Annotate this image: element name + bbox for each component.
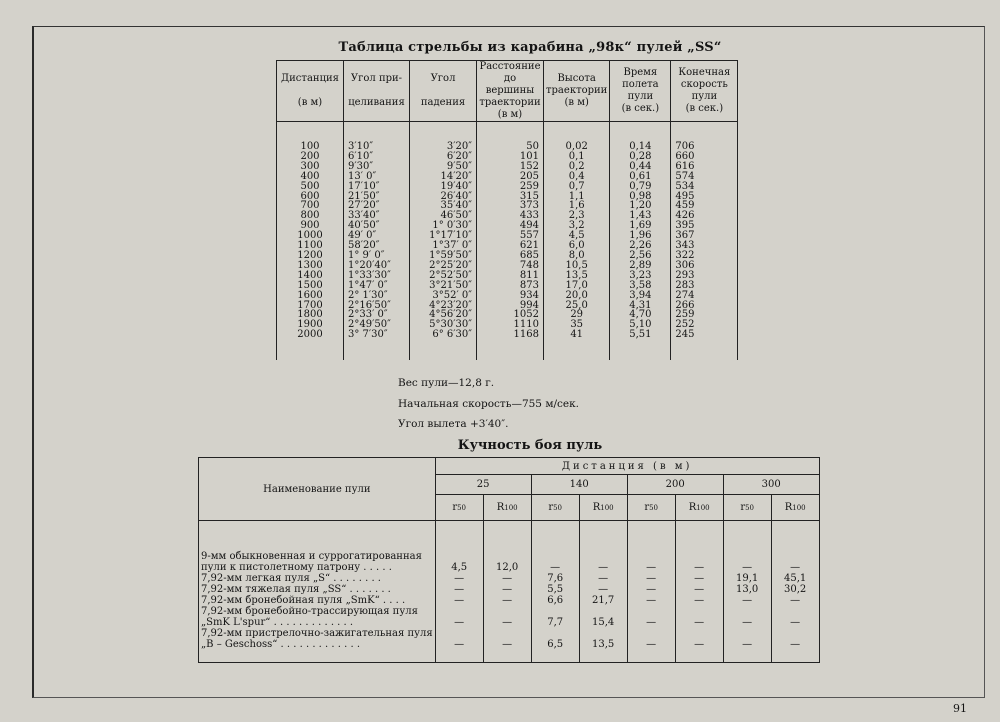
table-cell: 17,0 <box>544 281 610 291</box>
table-cell: 2°49′50″ <box>344 320 410 330</box>
table-cell: 426 <box>671 211 738 221</box>
table-cell: — <box>483 573 531 584</box>
table-cell: 50 <box>477 142 544 152</box>
table-row <box>199 584 820 595</box>
table-cell: — <box>675 617 723 628</box>
table-cell: — <box>435 595 483 606</box>
table-cell: 800 <box>277 211 344 221</box>
header-dist-25: 25 <box>435 475 531 495</box>
table-cell: 1°37′ 0″ <box>410 241 477 251</box>
table-cell <box>579 606 627 617</box>
table-cell: 2°33′ 0″ <box>344 310 410 320</box>
header-height: Высота траектории (в м) <box>544 61 610 122</box>
table-cell: 1,1 <box>544 192 610 202</box>
table-cell: 0,1 <box>544 152 610 162</box>
table-cell: 6° 6′30″ <box>410 330 477 340</box>
table-cell: 13′ 0″ <box>344 172 410 182</box>
bullet-name: 9-мм обыкновенная и суррогатированная <box>199 551 436 562</box>
table-cell <box>435 628 483 639</box>
table-cell: 1100 <box>277 241 344 251</box>
table-cell: 4°56′20″ <box>410 310 477 320</box>
table-cell: 0,14 <box>610 142 671 152</box>
table-cell: 2°25′20″ <box>410 261 477 271</box>
table-cell <box>579 628 627 639</box>
table-cell: 900 <box>277 221 344 231</box>
table-cell: 994 <box>477 301 544 311</box>
table-cell: — <box>627 639 675 650</box>
table-cell: 1°47′ 0″ <box>344 281 410 291</box>
table-cell: 152 <box>477 162 544 172</box>
table-cell: 274 <box>671 291 738 301</box>
table-cell: 1800 <box>277 310 344 320</box>
table-cell: 2°52′50″ <box>410 271 477 281</box>
table-cell: 500 <box>277 182 344 192</box>
table-row <box>277 241 738 251</box>
table-cell <box>483 628 531 639</box>
table-cell: 1,6 <box>544 201 610 211</box>
bullet-name: 7,92-мм легкая пуля „S“ . . . . . . . . <box>199 573 436 584</box>
header-r50: r50 <box>627 495 675 521</box>
table-cell: 2,56 <box>610 251 671 261</box>
table-cell: — <box>435 584 483 595</box>
table-cell: — <box>675 639 723 650</box>
table-cell: 0,79 <box>610 182 671 192</box>
table-cell: 30,2 <box>771 584 819 595</box>
header-flight-time: Время полета пули (в сек.) <box>610 61 671 122</box>
table-cell: — <box>627 562 675 573</box>
table-cell: 2°16′50″ <box>344 301 410 311</box>
table-cell: 5°30′30″ <box>410 320 477 330</box>
table-cell: 367 <box>671 231 738 241</box>
table-cell: 8,0 <box>544 251 610 261</box>
table-cell: — <box>483 595 531 606</box>
table-cell: 13,0 <box>723 584 771 595</box>
table-cell: 811 <box>477 271 544 281</box>
table-row <box>277 142 738 152</box>
table-cell: 400 <box>277 172 344 182</box>
table-cell <box>483 606 531 617</box>
table-cell <box>723 551 771 562</box>
header-r50: r50 <box>531 495 579 521</box>
table-cell: — <box>483 584 531 595</box>
table-cell: — <box>675 595 723 606</box>
header-dist-300: 300 <box>723 475 819 495</box>
table-cell: 1000 <box>277 231 344 241</box>
page-number: 91 <box>953 702 967 715</box>
table-cell: 14′20″ <box>410 172 477 182</box>
table-cell: 0,28 <box>610 152 671 162</box>
table-cell: 494 <box>477 221 544 231</box>
table-cell: 6,0 <box>544 241 610 251</box>
table-cell: 873 <box>477 281 544 291</box>
table-cell: 6,5 <box>531 639 579 650</box>
table-cell <box>675 628 723 639</box>
table-cell: 58′20″ <box>344 241 410 251</box>
table-cell: 1°20′40″ <box>344 261 410 271</box>
table-cell: 4,70 <box>610 310 671 320</box>
bullet-name: 7,92-мм пристрелочно-зажигательная пуля <box>199 628 436 639</box>
table-cell: 1°33′30″ <box>344 271 410 281</box>
table-cell: 459 <box>671 201 738 211</box>
table-cell: 6,6 <box>531 595 579 606</box>
table-cell: 12,0 <box>483 562 531 573</box>
table-row <box>277 231 738 241</box>
table-row <box>277 172 738 182</box>
table-cell: — <box>435 573 483 584</box>
table-cell: 25,0 <box>544 301 610 311</box>
accuracy-table <box>198 457 820 663</box>
table-cell <box>723 628 771 639</box>
table-cell: — <box>531 562 579 573</box>
bullet-name: 7,92-мм бронебойная пуля „SmK“ . . . . <box>199 595 436 606</box>
table-row <box>277 310 738 320</box>
table-cell: 13,5 <box>579 639 627 650</box>
table-cell: 20,0 <box>544 291 610 301</box>
table-cell: 574 <box>671 172 738 182</box>
table-cell: 1300 <box>277 261 344 271</box>
table-cell: 49′ 0″ <box>344 231 410 241</box>
table-cell: 7,6 <box>531 573 579 584</box>
table-cell: 300 <box>277 162 344 172</box>
table-cell: 3′10″ <box>344 142 410 152</box>
table-cell: 0,44 <box>610 162 671 172</box>
table-cell: 3,23 <box>610 271 671 281</box>
table-cell <box>531 628 579 639</box>
header-r100: R100 <box>483 495 531 521</box>
table-cell: 3° 7′30″ <box>344 330 410 340</box>
table-cell: 17′10″ <box>344 182 410 192</box>
table-cell: 245 <box>671 330 738 340</box>
table-row <box>277 291 738 301</box>
header-dist-200: 200 <box>627 475 723 495</box>
firing-table-body <box>277 122 738 361</box>
table-row <box>277 162 738 172</box>
table2-title: Кучность боя пуль <box>457 438 603 453</box>
table-row <box>277 281 738 291</box>
table-cell: 322 <box>671 251 738 261</box>
bullet-name: 7,92-мм бронебойно-трассирующая пуля <box>199 606 436 617</box>
table-row <box>277 211 738 221</box>
table-cell: 0,2 <box>544 162 610 172</box>
table-cell: 2,3 <box>544 211 610 221</box>
table-row <box>199 551 820 562</box>
table-cell: — <box>723 617 771 628</box>
table-cell: — <box>675 584 723 595</box>
table-cell: 3′20″ <box>410 142 477 152</box>
table-cell: 0,7 <box>544 182 610 192</box>
table-cell <box>483 551 531 562</box>
table-cell: 41 <box>544 330 610 340</box>
table-cell: 3,58 <box>610 281 671 291</box>
table-cell: 660 <box>671 152 738 162</box>
table-cell: — <box>483 639 531 650</box>
table-cell: 4°23′20″ <box>410 301 477 311</box>
table-cell: 748 <box>477 261 544 271</box>
header-r100: R100 <box>579 495 627 521</box>
table-cell: — <box>723 595 771 606</box>
table-cell: 13,5 <box>544 271 610 281</box>
table-cell: — <box>675 573 723 584</box>
table-cell: — <box>627 573 675 584</box>
table-cell: 5,5 <box>531 584 579 595</box>
table-cell: 3°52′ 0″ <box>410 291 477 301</box>
note-bullet-weight: Вес пули—12,8 г. <box>398 377 495 389</box>
table-cell: 495 <box>671 192 738 202</box>
table-cell: 1700 <box>277 301 344 311</box>
table-cell: 21′50″ <box>344 192 410 202</box>
header-r100: R100 <box>675 495 723 521</box>
table-cell <box>435 606 483 617</box>
table-cell <box>771 628 819 639</box>
table-cell: 1,20 <box>610 201 671 211</box>
table-cell: 27′20″ <box>344 201 410 211</box>
table-cell: 1°17′10″ <box>410 231 477 241</box>
table-cell: 6′10″ <box>344 152 410 162</box>
table-row <box>277 251 738 261</box>
header-final-speed: Конечная скорость пули (в сек.) <box>671 61 738 122</box>
table-row <box>277 330 738 340</box>
table-cell: — <box>771 617 819 628</box>
table-cell <box>723 606 771 617</box>
table-cell: 3,94 <box>610 291 671 301</box>
table-cell: — <box>675 562 723 573</box>
table-cell <box>627 628 675 639</box>
table-cell: 600 <box>277 192 344 202</box>
table-cell: 3,2 <box>544 221 610 231</box>
table-cell: 0,02 <box>544 142 610 152</box>
table-cell: 283 <box>671 281 738 291</box>
table-cell: 205 <box>477 172 544 182</box>
table-cell: 616 <box>671 162 738 172</box>
table-cell: 685 <box>477 251 544 261</box>
table-cell: 2000 <box>277 330 344 340</box>
table-cell: 19′40″ <box>410 182 477 192</box>
table-cell: 21,7 <box>579 595 627 606</box>
table-cell: 15,4 <box>579 617 627 628</box>
table-cell: — <box>579 562 627 573</box>
table-cell: 5,51 <box>610 330 671 340</box>
header-apex-distance: Расстояние до вершины траектории (в м) <box>477 61 544 122</box>
table-cell: 1500 <box>277 281 344 291</box>
table-row <box>277 261 738 271</box>
table-cell: 45,1 <box>771 573 819 584</box>
accuracy-table-body <box>199 521 820 663</box>
table-cell: 29 <box>544 310 610 320</box>
table-cell: 343 <box>671 241 738 251</box>
table-cell: 1°59′50″ <box>410 251 477 261</box>
table-cell: 315 <box>477 192 544 202</box>
note-departure-angle: Угол вылета +3′40″. <box>398 418 509 430</box>
table-cell <box>627 551 675 562</box>
table-cell: — <box>579 584 627 595</box>
header-fall-angle: Угол падения <box>410 61 477 122</box>
table-row <box>277 221 738 231</box>
table-row <box>199 573 820 584</box>
table-cell: 100 <box>277 142 344 152</box>
table-row <box>277 271 738 281</box>
table-cell: 259 <box>671 310 738 320</box>
table-cell: — <box>723 562 771 573</box>
table-cell: 2° 1′30″ <box>344 291 410 301</box>
header-aim-angle: Угол при- целивания <box>344 61 410 122</box>
table-cell: 2,26 <box>610 241 671 251</box>
table-cell: 395 <box>671 221 738 231</box>
table-cell: 1052 <box>477 310 544 320</box>
header-distance-group: Дистанция (в м) <box>435 458 819 475</box>
table-cell <box>579 551 627 562</box>
table-row <box>199 639 820 650</box>
table-cell: 3°21′50″ <box>410 281 477 291</box>
table-cell <box>675 606 723 617</box>
table-cell: — <box>771 595 819 606</box>
table-cell: 1900 <box>277 320 344 330</box>
table-row <box>277 201 738 211</box>
table-cell: 46′50″ <box>410 211 477 221</box>
table-row <box>277 152 738 162</box>
table-cell: — <box>627 617 675 628</box>
table-cell <box>435 551 483 562</box>
table-cell: — <box>627 584 675 595</box>
table-cell: 1,69 <box>610 221 671 231</box>
table-cell: 1110 <box>477 320 544 330</box>
table-cell <box>531 606 579 617</box>
table-cell: — <box>435 617 483 628</box>
table-cell: 934 <box>477 291 544 301</box>
table-cell: 33′40″ <box>344 211 410 221</box>
table-cell: 433 <box>477 211 544 221</box>
table-cell: 706 <box>671 142 738 152</box>
header-dist-140: 140 <box>531 475 627 495</box>
table-cell: 306 <box>671 261 738 271</box>
table-cell: 4,5 <box>435 562 483 573</box>
table-cell: 0,98 <box>610 192 671 202</box>
firing-table <box>276 60 738 360</box>
table-cell <box>771 551 819 562</box>
header-bullet-name: Наименование пули <box>199 458 436 521</box>
table-cell: — <box>435 639 483 650</box>
table-cell: 7,7 <box>531 617 579 628</box>
table-cell: 1,96 <box>610 231 671 241</box>
table-cell: 1,43 <box>610 211 671 221</box>
table-cell: — <box>771 562 819 573</box>
table-row <box>277 301 738 311</box>
table-row <box>277 192 738 202</box>
table-cell <box>531 551 579 562</box>
table-cell: 5,10 <box>610 320 671 330</box>
table-cell: — <box>723 639 771 650</box>
table1-title: Таблица стрельбы из карабина „98к“ пулей „SS“ <box>338 40 722 55</box>
table-cell: 1200 <box>277 251 344 261</box>
header-distance: Дистанция (в м) <box>277 61 344 122</box>
table-cell: 6′20″ <box>410 152 477 162</box>
bullet-name: 7,92-мм тяжелая пуля „SS“ . . . . . . . <box>199 584 436 595</box>
table-cell: 1° 0′30″ <box>410 221 477 231</box>
bullet-name: пули к пистолетному патрону . . . . . <box>199 562 436 573</box>
header-r50: r50 <box>435 495 483 521</box>
header-r50: r50 <box>723 495 771 521</box>
table-cell: 1600 <box>277 291 344 301</box>
table-cell: 26′40″ <box>410 192 477 202</box>
table-cell <box>771 606 819 617</box>
table-cell: 534 <box>671 182 738 192</box>
table-cell: 35′40″ <box>410 201 477 211</box>
header-r100: R100 <box>771 495 819 521</box>
table-cell: 293 <box>671 271 738 281</box>
table-cell <box>675 551 723 562</box>
table-cell: 19,1 <box>723 573 771 584</box>
table-row <box>199 562 820 573</box>
bullet-name: „B – Geschoss“ . . . . . . . . . . . . . <box>199 639 436 650</box>
table-cell: 252 <box>671 320 738 330</box>
table-row <box>199 595 820 606</box>
table-cell: 266 <box>671 301 738 311</box>
table-cell: 2,89 <box>610 261 671 271</box>
table-cell: 9′50″ <box>410 162 477 172</box>
table-row <box>199 628 820 639</box>
table-cell: — <box>483 617 531 628</box>
table-cell: 200 <box>277 152 344 162</box>
table-row <box>277 320 738 330</box>
table-cell: 1° 9′ 0″ <box>344 251 410 261</box>
table-row <box>277 182 738 192</box>
table-row <box>199 617 820 628</box>
table-cell: 621 <box>477 241 544 251</box>
table-cell: 10,5 <box>544 261 610 271</box>
table-cell: 373 <box>477 201 544 211</box>
table-cell: 0,61 <box>610 172 671 182</box>
table-cell: 259 <box>477 182 544 192</box>
table-cell: 0,4 <box>544 172 610 182</box>
table-cell: — <box>771 639 819 650</box>
table-cell: — <box>579 573 627 584</box>
table-cell: 4,5 <box>544 231 610 241</box>
table-cell: 1168 <box>477 330 544 340</box>
table-cell: 1400 <box>277 271 344 281</box>
table-cell: 4,31 <box>610 301 671 311</box>
table-cell: 557 <box>477 231 544 241</box>
note-initial-speed: Начальная скорость—755 м/сек. <box>398 398 580 410</box>
table-cell: 40′50″ <box>344 221 410 231</box>
table-cell <box>627 606 675 617</box>
table-row <box>199 606 820 617</box>
table-cell: — <box>627 595 675 606</box>
table-cell: 35 <box>544 320 610 330</box>
table-cell: 101 <box>477 152 544 162</box>
bullet-name: „SmK L'spur“ . . . . . . . . . . . . . <box>199 617 436 628</box>
table-cell: 700 <box>277 201 344 211</box>
table-cell: 9′30″ <box>344 162 410 172</box>
